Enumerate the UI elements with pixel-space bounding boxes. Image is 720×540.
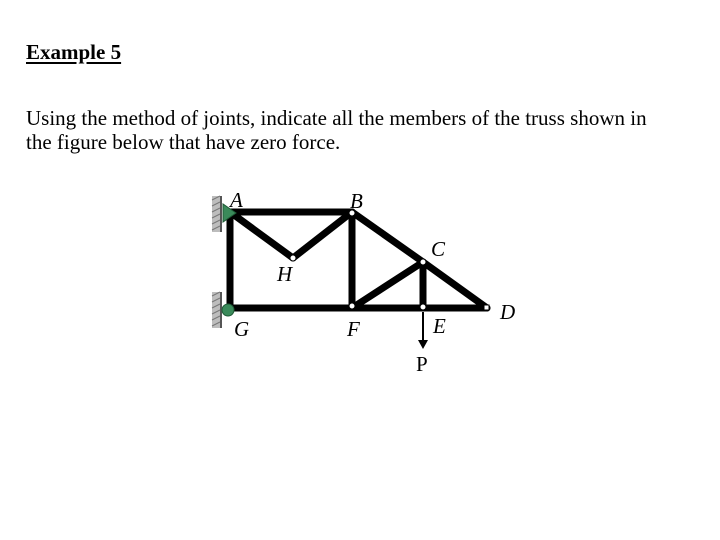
joint-F — [349, 303, 355, 309]
label-C: C — [431, 237, 446, 261]
label-G: G — [234, 317, 250, 341]
member-HB — [293, 212, 352, 258]
wall-support-bottom — [212, 292, 221, 328]
joint-E — [420, 304, 426, 310]
wall-support-top — [212, 196, 221, 232]
load-label: P — [416, 352, 428, 376]
truss-members — [230, 212, 487, 308]
joint-C — [420, 259, 426, 265]
load-arrow — [418, 312, 428, 349]
member-AH — [230, 212, 293, 258]
roller-support-G — [222, 304, 234, 316]
member-CF — [352, 262, 423, 308]
label-E: E — [433, 314, 446, 338]
label-F: F — [347, 317, 360, 341]
label-D: D — [500, 300, 516, 324]
joint-H — [290, 255, 296, 261]
label-B: B — [350, 189, 363, 213]
label-H: H — [277, 262, 293, 286]
heading: Example 5 — [26, 40, 122, 64]
joint-D — [484, 305, 489, 310]
member-BC — [352, 212, 423, 262]
joints — [290, 210, 426, 310]
member-CD — [423, 262, 487, 308]
label-A: A — [230, 188, 243, 212]
problem-statement: Using the method of joints, indicate all the members of the truss shown in the figure below that have zero force. — [26, 106, 647, 154]
